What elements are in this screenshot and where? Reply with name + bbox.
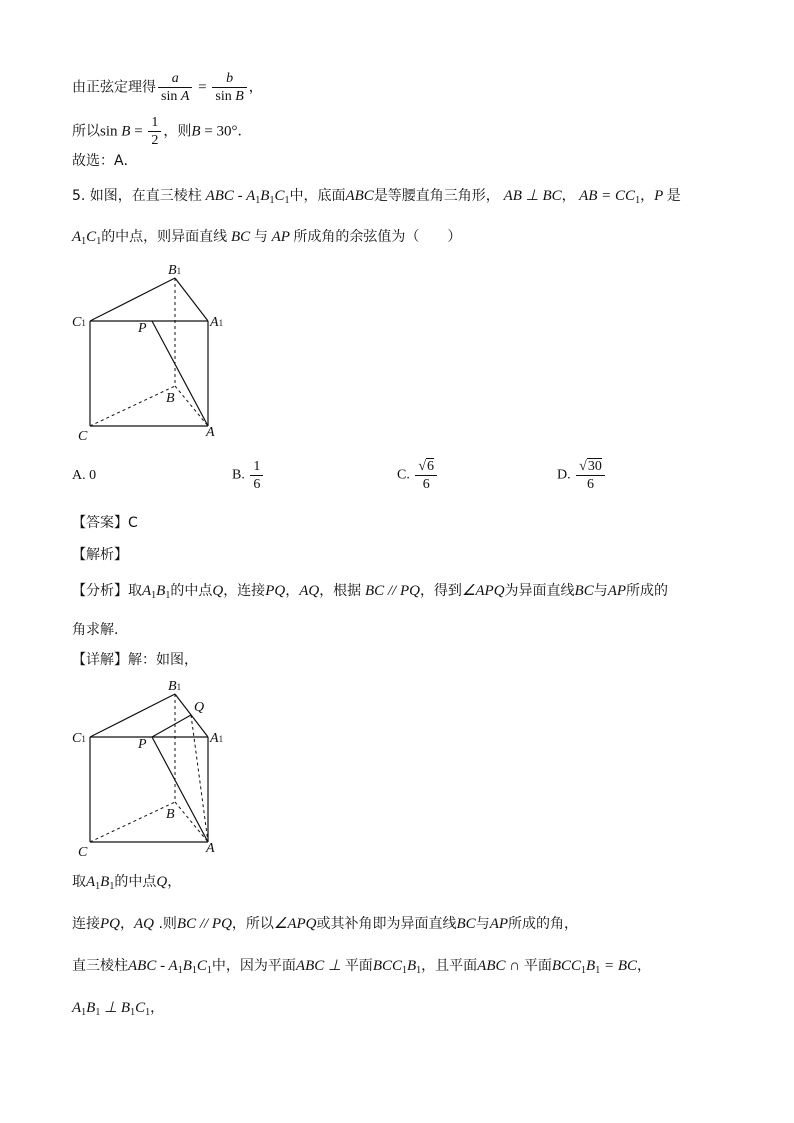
label-B1: B1 — [168, 679, 182, 694]
detail-line3: 直三棱柱ABC - $A_1B_1C_1$中，因为平面ABC ⊥ 平面$BCC_1B_1$，且平面ABC ∩ 平面$BCC_1B_1$ = BC， — [72, 958, 651, 976]
label-P: P — [138, 737, 147, 752]
detail-line2: 连接PQ，AQ .则BC // PQ，所以∠APQ或其补角即为异面直线BC与AP所成的角， — [72, 916, 579, 932]
answer-label: 【答案】C — [72, 515, 138, 531]
label-A1: A1 — [210, 315, 224, 330]
option-b-label: B. — [232, 467, 245, 483]
option-b[interactable] — [232, 458, 265, 493]
text: 或其补角即为异面直线 — [316, 916, 457, 932]
prism-figure-2 — [70, 674, 240, 864]
prism-figure-1 — [70, 258, 240, 448]
text: 与 — [593, 583, 608, 599]
detail-label: 【详解】解：如图， — [72, 652, 198, 668]
text: 所成的角， — [508, 916, 579, 932]
option-c-label: C. — [397, 467, 410, 483]
option-a[interactable]: A. 0 — [72, 468, 97, 483]
text: 的中点，则异面直线 — [101, 229, 228, 245]
label-Q: Q — [194, 700, 205, 715]
text: ，得到 — [419, 583, 462, 599]
text: ， — [120, 916, 134, 932]
fraction-b-over-sinB: $\frac{b}{\text{sin B}}$ — [212, 70, 246, 105]
question-5-line1: 5. 如图，在直三棱柱 ABC - $A_1B_1C_1$中，底面ABC是等腰直角三角形， AB ⊥ BC， AB = $CC_1$，P 是 — [72, 188, 681, 206]
text: 是等腰直角三角形， — [373, 188, 500, 204]
label-C1: C1 — [72, 731, 86, 746]
text: 与 — [475, 916, 490, 932]
text: 所以 — [72, 123, 100, 140]
label-C1: C1 — [72, 315, 86, 330]
line-sine-law: 由正弦定理得 $\frac{a}{\text{sin A}}$ = $\frac{b}{\text{sin B}}$ ， — [72, 71, 263, 104]
text: ， — [285, 583, 300, 599]
line-sinB-result: 所以sin B = $\frac{1}{2}$ ，则B = 30°． — [72, 115, 252, 148]
text: ，根据 — [319, 583, 362, 599]
label-A1: A1 — [210, 731, 224, 746]
text: ，且平面 — [421, 958, 478, 974]
text: .则 — [154, 916, 177, 932]
text: 是 — [666, 188, 681, 204]
text: 的中点 — [170, 583, 213, 599]
text: 中，底面 — [289, 188, 346, 204]
option-b-fraction: $\frac{1}{6}$ — [250, 458, 263, 493]
text: 连接 — [72, 916, 100, 932]
text: 直三棱柱 — [72, 958, 128, 974]
text: 取 — [72, 874, 86, 890]
label-B1: B1 — [168, 263, 182, 278]
text: ，所以 — [231, 916, 274, 932]
text: 平面 — [344, 958, 373, 974]
text: 与 — [253, 229, 268, 245]
fraction-one-half: $\frac{1}{2}$ — [148, 114, 161, 149]
detail-line4: $A_1B_1$ ⊥ $B_1C_1$， — [72, 1000, 165, 1018]
text: ， — [637, 958, 651, 974]
label-P: P — [138, 321, 147, 336]
text: ， — [640, 188, 655, 204]
text: 由正弦定理得 — [72, 79, 156, 96]
line-choose-a: 故选：A． — [72, 153, 138, 169]
text: 【分析】取 — [72, 583, 142, 599]
text: ，连接 — [223, 583, 266, 599]
analysis-label: 【解析】 — [72, 547, 128, 563]
option-d-fraction: $\frac{√30}{6}$ — [576, 458, 605, 493]
text: ， — [561, 188, 576, 204]
text: 所成角的余弦值为（ ） — [293, 229, 462, 245]
label-B: B — [166, 807, 175, 822]
fraction-a-over-sinA: $\frac{a}{\text{sin A}}$ — [158, 70, 192, 105]
text: ，则 — [163, 123, 192, 140]
text: ， — [150, 1000, 165, 1016]
text: 5. 如图，在直三棱柱 — [72, 188, 202, 204]
analysis-line2: 角求解. — [72, 622, 119, 638]
text: 的中点 — [114, 874, 157, 890]
text: 平面 — [523, 958, 552, 974]
label-C: C — [78, 845, 88, 860]
label-A: A — [206, 841, 215, 856]
detail-line1: 取$A_1B_1$的中点Q， — [72, 874, 182, 892]
option-d[interactable] — [557, 458, 607, 493]
analysis-line1: 【分析】取$A_1B_1$的中点Q，连接PQ，AQ，根据 BC // PQ，得到∠APQ为异面直线BC与AP所成的 — [72, 583, 669, 601]
text: 所成的 — [626, 583, 669, 599]
text: 中，因为平面 — [211, 958, 296, 974]
option-c[interactable] — [397, 458, 439, 493]
option-d-label: D. — [557, 467, 571, 483]
option-c-fraction: $\frac{√6}{6}$ — [415, 458, 437, 493]
label-C: C — [78, 429, 88, 444]
label-B: B — [166, 391, 175, 406]
label-A: A — [206, 425, 215, 440]
text: 为异面直线 — [504, 583, 575, 599]
question-5-line2: $A_1C_1$的中点，则异面直线 BC 与 AP 所成角的余弦值为（ ） — [72, 229, 462, 247]
